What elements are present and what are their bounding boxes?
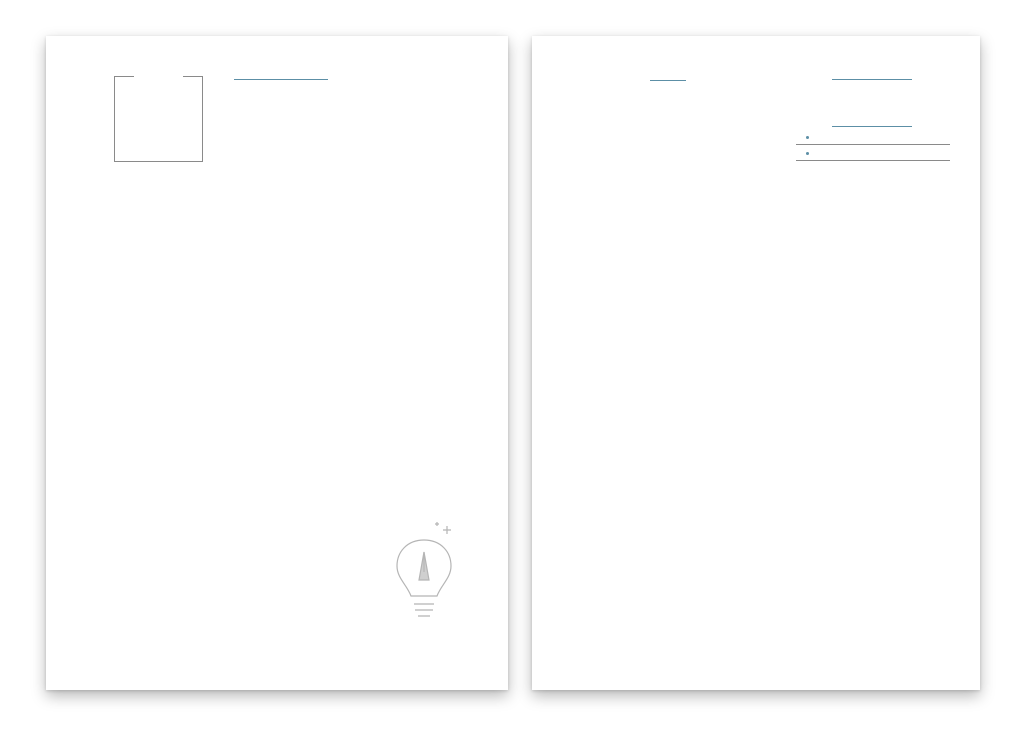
important-box[interactable] [114, 76, 203, 162]
left-page [46, 36, 508, 690]
month-title [71, 71, 111, 141]
lightbulb-icon [389, 518, 459, 628]
right-page [532, 36, 980, 690]
spiral-binding [491, 44, 531, 684]
